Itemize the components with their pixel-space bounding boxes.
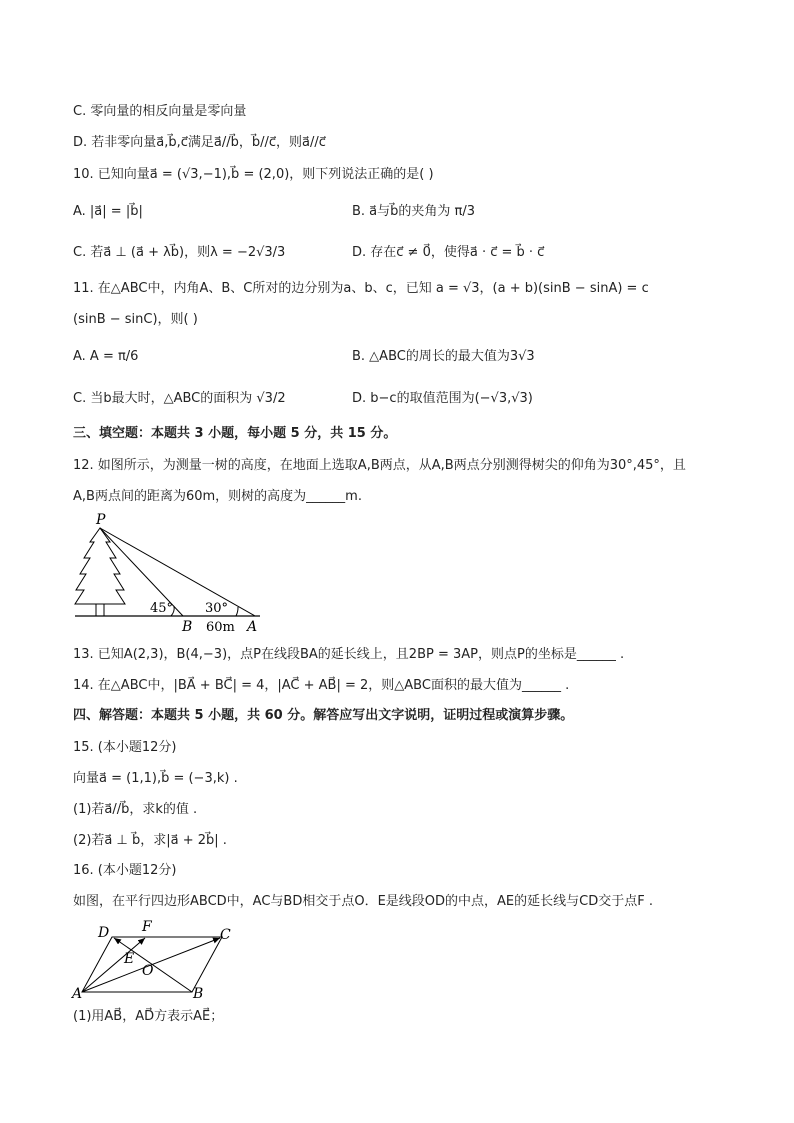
section-3-heading: 三、填空题：本题共 3 小题，每小题 5 分，共 15 分。 xyxy=(73,426,397,441)
q11-option-a: A. A = π/6 xyxy=(73,349,139,364)
question-14: 14. 在△ABC中，|BA⃗ + BC⃗| = 4，|AC⃗ + AB⃗| = 2，则△ABC面积的最大值为______ . xyxy=(73,678,570,693)
question-15-part2: (2)若a⃗ ⊥ b⃗，求|a⃗ + 2b⃗| . xyxy=(73,833,227,848)
label-a: A xyxy=(72,986,83,1002)
option-d-text: D. 若非零向量a⃗,b⃗,c⃗满足a⃗//b⃗，b⃗//c⃗，则a⃗//c⃗ xyxy=(73,135,326,150)
parallelogram-figure xyxy=(70,918,240,1002)
angle-45-label: 45° xyxy=(150,601,174,616)
question-15-line1: 向量a⃗ = (1,1),b⃗ = (−3,k) . xyxy=(73,771,238,786)
option-c-text: C. 零向量的相反向量是零向量 xyxy=(73,104,247,119)
label-f: F xyxy=(142,919,152,935)
question-15-part1: (1)若a⃗//b⃗，求k的值 . xyxy=(73,802,198,817)
tree-height-figure xyxy=(70,510,270,638)
question-12-line2: A,B两点间的距离为60m，则树的高度为______m. xyxy=(73,489,362,504)
q10-option-c: C. 若a⃗ ⊥ (a⃗ + λb⃗)，则λ = −2√3/3 xyxy=(73,245,286,260)
q10-option-a: A. |a⃗| = |b⃗| xyxy=(73,204,143,219)
question-16-heading: 16. (本小题12分) xyxy=(73,863,177,878)
question-11-line2: (sinB − sinC)，则( ) xyxy=(73,312,198,327)
question-13: 13. 已知A(2,3)，B(4,−3)，点P在线段BA的延长线上，且2BP = 3AP，则点P的坐标是______ . xyxy=(73,647,625,662)
label-e: E xyxy=(124,951,135,967)
question-10: 10. 已知向量a⃗ = (√3,−1),b⃗ = (2,0)，则下列说法正确的是( ) xyxy=(73,167,434,182)
section-4-heading: 四、解答题：本题共 5 小题，共 60 分。解答应写出文字说明，证明过程或演算步骤。 xyxy=(73,708,574,723)
label-a: A xyxy=(247,619,258,635)
label-b: B xyxy=(182,619,193,635)
q11-option-d: D. b−c的取值范围为(−√3,√3) xyxy=(352,391,533,406)
label-p: P xyxy=(96,512,106,528)
label-d: D xyxy=(98,925,110,941)
q10-option-d: D. 存在c⃗ ≠ 0⃗，使得a⃗ · c⃗ = b⃗ · c⃗ xyxy=(352,245,545,260)
question-16-line1: 如图，在平行四边形ABCD中，AC与BD相交于点O．E是线段OD的中点，AE的延长线与CD交于点F . xyxy=(73,894,653,909)
label-b: B xyxy=(193,986,204,1002)
distance-label: 60m xyxy=(206,620,235,635)
question-15-heading: 15. (本小题12分) xyxy=(73,740,177,755)
angle-30-label: 30° xyxy=(205,601,229,616)
question-16-part1: (1)用AB⃗，AD⃗方表示AE⃗； xyxy=(73,1009,224,1024)
q10-option-b: B. a⃗与b⃗的夹角为 π/3 xyxy=(352,204,476,219)
label-o: O xyxy=(142,963,154,979)
q11-option-c: C. 当b最大时，△ABC的面积为 √3/2 xyxy=(73,391,286,406)
q11-option-b: B. △ABC的周长的最大值为3√3 xyxy=(352,349,535,364)
question-12-line1: 12. 如图所示，为测量一树的高度，在地面上选取A,B两点，从A,B两点分别测得树尖的仰角为30°,45°，且 xyxy=(73,458,686,473)
label-c: C xyxy=(220,927,231,943)
question-11-line1: 11. 在△ABC中，内角A、B、C所对的边分别为a、b、c，已知 a = √3，(a + b)(sinB − sinA) = c xyxy=(73,281,649,296)
